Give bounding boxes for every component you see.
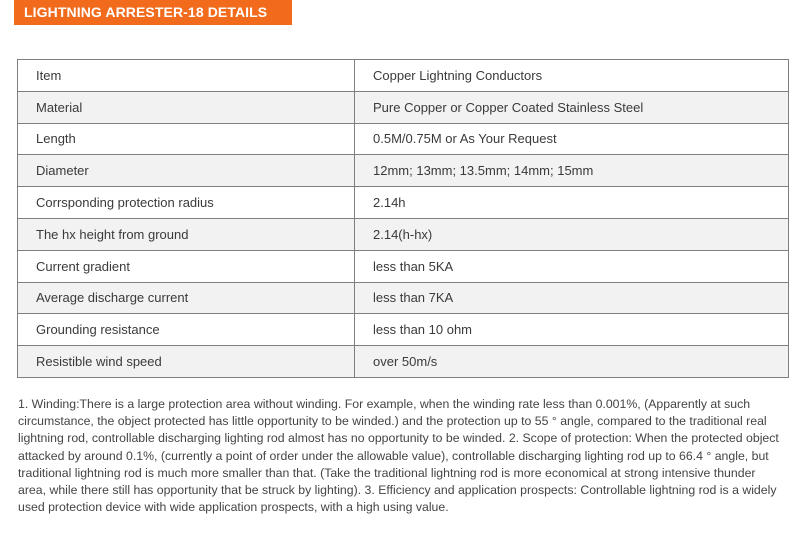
row-value: Pure Copper or Copper Coated Stainless Steel — [355, 91, 789, 123]
table-row — [18, 346, 789, 378]
row-value: less than 7KA — [355, 282, 789, 314]
row-value: 0.5M/0.75M or As Your Request — [355, 123, 789, 155]
table-row — [18, 282, 789, 314]
table-row — [18, 91, 789, 123]
table-row — [18, 123, 789, 155]
row-value: Copper Lightning Conductors — [355, 60, 789, 92]
table-row — [18, 314, 789, 346]
row-label: Corrsponding protection radius — [18, 187, 355, 219]
row-label: Material — [18, 91, 355, 123]
section-title: LIGHTNING ARRESTER-18 DETAILS — [14, 0, 292, 25]
row-value: 2.14h — [355, 187, 789, 219]
table-row — [18, 218, 789, 250]
row-label: Diameter — [18, 155, 355, 187]
row-label: Resistible wind speed — [18, 346, 355, 378]
row-value: over 50m/s — [355, 346, 789, 378]
row-value: 2.14(h-hx) — [355, 218, 789, 250]
spec-table — [17, 59, 789, 378]
row-label: Item — [18, 60, 355, 92]
row-label: Current gradient — [18, 250, 355, 282]
row-label: Average discharge current — [18, 282, 355, 314]
row-value: less than 10 ohm — [355, 314, 789, 346]
row-label: Length — [18, 123, 355, 155]
table-row — [18, 155, 789, 187]
table-row — [18, 187, 789, 219]
row-value: less than 5KA — [355, 250, 789, 282]
row-label: The hx height from ground — [18, 218, 355, 250]
table-row — [18, 250, 789, 282]
row-label: Grounding resistance — [18, 314, 355, 346]
row-value: 12mm; 13mm; 13.5mm; 14mm; 15mm — [355, 155, 789, 187]
description-paragraph: 1. Winding:There is a large protection area without winding. For example, when the winding rate less than 0.001%, (Apparently at such circumstance, the object protected has little opportunity to be winded.) and the protection up to 55 ° angle, compared to the traditional real lightning rod, controllable discharging lighting rod almost has no opportunity to be winded. 2. Scope of protection: When the protected object attacked by around 0.1%, (currently a point of order under the allowable value), controllable discharging lighting rod up to 66.4 ° angle, but traditional lightning rod is much more smaller than that. (Take the traditional lightning rod is more economical at strong intensive thunder area, while there still has opportunity that be struck by lighting). 3. Efficiency and application prospects: Controllable lightning rod is a widely used protection device with wide application prospects, with a high using value. — [18, 397, 779, 515]
table-row — [18, 60, 789, 92]
